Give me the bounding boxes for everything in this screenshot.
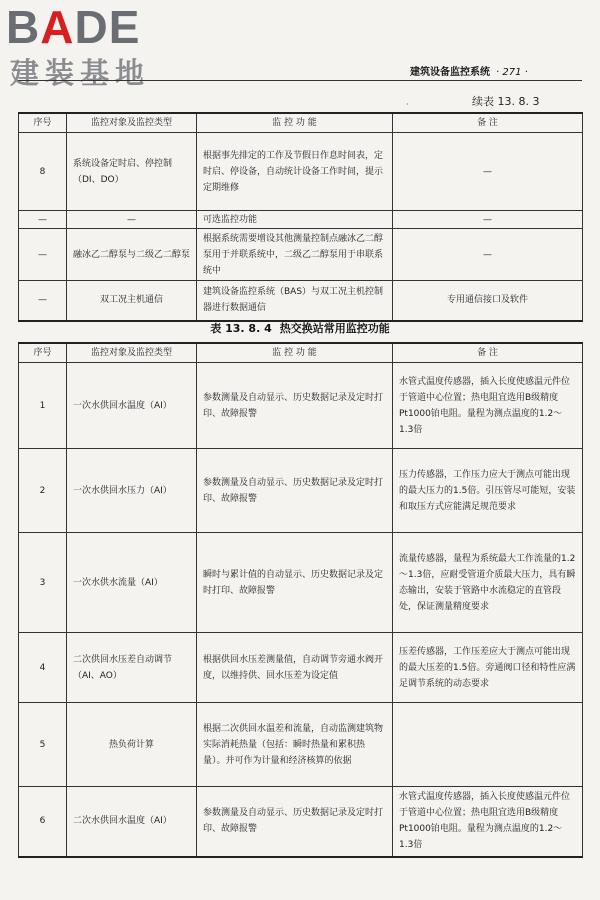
cell-num: 2 xyxy=(19,449,67,533)
table-row xyxy=(19,787,583,857)
cell-num: 3 xyxy=(19,533,67,633)
cell-num: — xyxy=(19,281,67,321)
cell-object: 融冰乙二醇泵与二级乙二醇泵 xyxy=(67,229,197,281)
cell-object: 热负荷计算 xyxy=(67,703,197,787)
cell-note: 专用通信接口及软件 xyxy=(393,281,583,321)
table-13-8-4 xyxy=(18,342,583,858)
table-header-row xyxy=(19,343,583,363)
cell-function: 参数测量及自动显示、历史数据记录及定时打印、故障报警 xyxy=(197,787,393,857)
cell-note: 水管式温度传感器，插入长度使感温元件位于管道中心位置；热电阻宜选用B级精度Pt1000铂电阻。量程为测点温度的1.2～1.3倍 xyxy=(393,787,583,857)
header-rule xyxy=(18,80,582,81)
header-note: 备 注 xyxy=(393,113,583,133)
page-number: · 271 · xyxy=(496,67,528,78)
cell-num: 8 xyxy=(19,133,67,211)
header-function: 监 控 功 能 xyxy=(197,343,393,363)
cell-function: 根据二次供回水温差和流量，自动监测建筑物实际消耗热量（包括：瞬时热量和累积热量）。并可作为计量和经济核算的依据 xyxy=(197,703,393,787)
header-title: 建筑设备监控系统 xyxy=(410,67,490,78)
table-row xyxy=(19,281,583,321)
cell-object: 一次水供水流量（AI） xyxy=(67,533,197,633)
header-note: 备 注 xyxy=(393,343,583,363)
cell-object: 一次水供回水温度（AI） xyxy=(67,363,197,449)
cell-function: 根据供回水压差测量值，自动调节旁通水阀开度，以维持供、回水压差为设定值 xyxy=(197,633,393,703)
cell-function: 可选监控功能 xyxy=(197,211,393,229)
table-row xyxy=(19,449,583,533)
table-row xyxy=(19,533,583,633)
cell-note: — xyxy=(393,133,583,211)
logo-bottom-text: 建装基地 xyxy=(10,56,151,90)
cell-object: 一次水供回水压力（AI） xyxy=(67,449,197,533)
running-header xyxy=(410,63,528,78)
table-13-8-3-continued xyxy=(18,112,583,322)
continued-table-label: 续表 13. 8. 3 xyxy=(472,95,540,108)
cell-function: 瞬时与累计值的自动显示、历史数据记录及定时打印、故障报警 xyxy=(197,533,393,633)
cell-object: 二次供回水压差自动调节（AI、AO） xyxy=(67,633,197,703)
cell-function: 参数测量及自动显示、历史数据记录及定时打印、故障报警 xyxy=(197,363,393,449)
cell-object: 二次水供回水温度（AI） xyxy=(67,787,197,857)
cell-note xyxy=(393,703,583,787)
cell-num: — xyxy=(19,211,67,229)
caption-title: 热交换站常用监控功能 xyxy=(279,322,390,335)
logo-top-text: BADE xyxy=(6,1,141,53)
cell-note: 压差传感器，工作压差应大于测点可能出现的最大压差的1.5倍。旁通阀口径和特性应满足调节系统的动态要求 xyxy=(393,633,583,703)
cell-note: 流量传感器，量程为系统最大工作流量的1.2～1.3倍，应耐受管道介质最大压力，具有瞬态输出，安装于管路中水流稳定的直管段处，保证测量精度要求 xyxy=(393,533,583,633)
cell-num: 6 xyxy=(19,787,67,857)
header-object: 监控对象及监控类型 xyxy=(67,343,197,363)
caption-number: 表 13. 8. 4 xyxy=(210,322,272,335)
cell-function: 建筑设备监控系统（BAS）与双工况主机控制器进行数据通信 xyxy=(197,281,393,321)
cell-object: 系统设备定时启、停控制（DI、DO） xyxy=(67,133,197,211)
cell-function: 参数测量及自动显示、历史数据记录及定时打印、故障报警 xyxy=(197,449,393,533)
cell-function: 根据系统需要增设其他测量控制点融冰乙二醇泵用于并联系统中，二级乙二醇泵用于串联系统中 xyxy=(197,229,393,281)
table-row xyxy=(19,703,583,787)
table-row xyxy=(19,133,583,211)
cell-num: 1 xyxy=(19,363,67,449)
table-row xyxy=(19,211,583,229)
cell-object: 双工况主机通信 xyxy=(67,281,197,321)
cell-note: — xyxy=(393,211,583,229)
table-header-row xyxy=(19,113,583,133)
header-num: 序号 xyxy=(19,343,67,363)
cell-num: — xyxy=(19,229,67,281)
table-caption xyxy=(18,320,582,336)
cell-note: — xyxy=(393,229,583,281)
table-row xyxy=(19,363,583,449)
cell-note: 水管式温度传感器，插入长度使感温元件位于管道中心位置；热电阻宜选用B级精度Pt1000铂电阻。量程为测点温度的1.2～1.3倍 xyxy=(393,363,583,449)
header-function: 监 控 功 能 xyxy=(197,113,393,133)
cell-num: 5 xyxy=(19,703,67,787)
cell-note: 压力传感器，工作压力应大于测点可能出现的最大压力的1.5倍。引压管尽可能短，安装和取压方式应能满足规范要求 xyxy=(393,449,583,533)
header-object: 监控对象及监控类型 xyxy=(67,113,197,133)
cell-function: 根据事先排定的工作及节假日作息时间表，定时启、停设备，自动统计设备工作时间，提示定期维修 xyxy=(197,133,393,211)
stray-dot: · xyxy=(406,100,409,109)
table-row xyxy=(19,229,583,281)
header-num: 序号 xyxy=(19,113,67,133)
cell-object: — xyxy=(67,211,197,229)
cell-num: 4 xyxy=(19,633,67,703)
table-row xyxy=(19,633,583,703)
